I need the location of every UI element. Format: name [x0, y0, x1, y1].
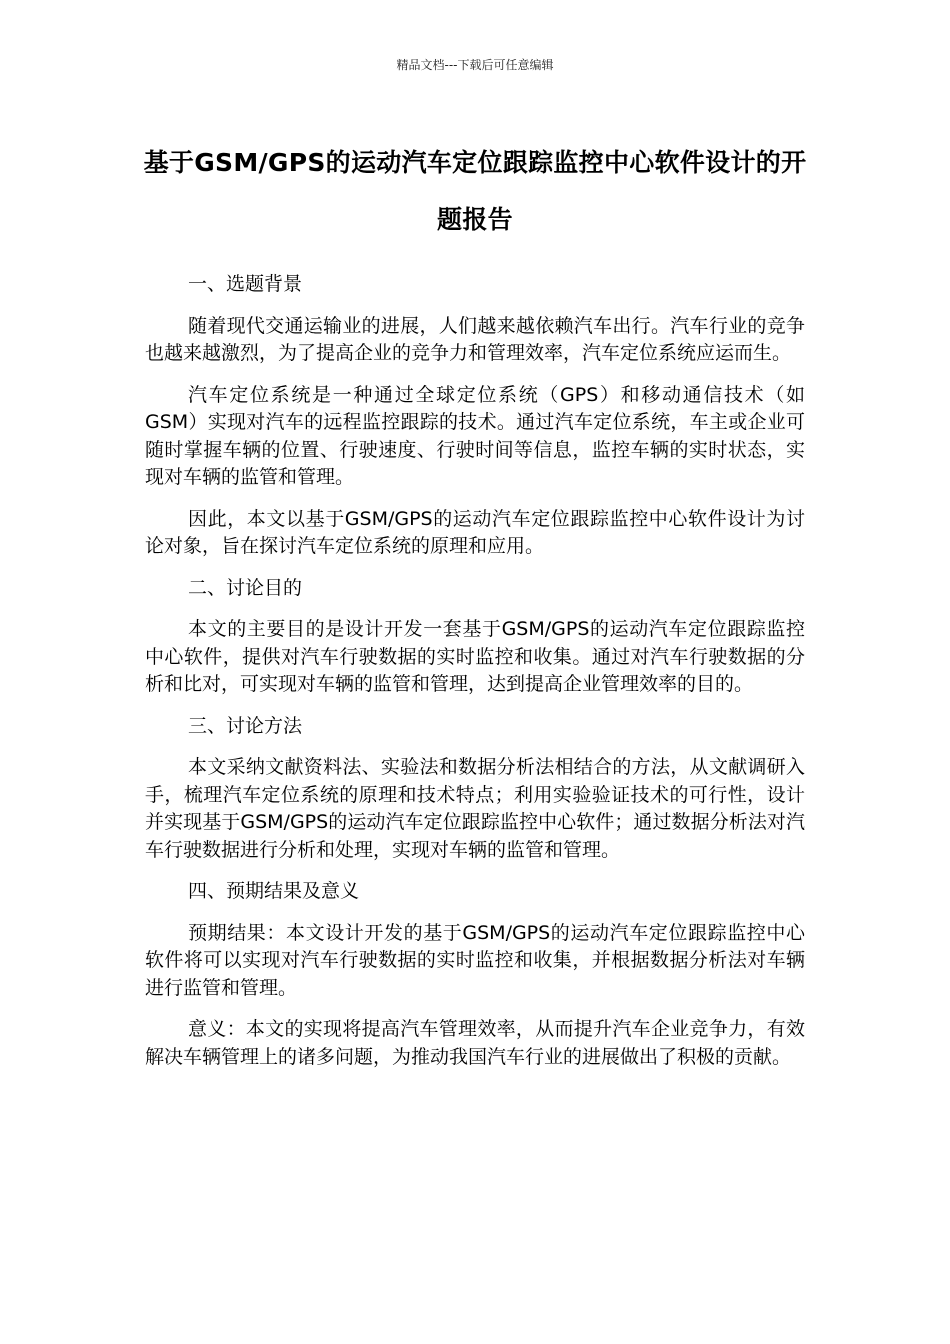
- paragraph: 汽车定位系统是一种通过全球定位系统（GPS）和移动通信技术（如GSM）实现对汽车的远程监控跟踪的技术。通过汽车定位系统，车主或企业可随时掌握车辆的位置、行驶速度、行驶时间等信息，监控车辆的实时状态，实现对车辆的监管和管理。: [145, 383, 805, 488]
- paragraph: 因此，本文以基于GSM/GPS的运动汽车定位跟踪监控中心软件设计为讨论对象，旨在探讨汽车定位系统的原理和应用。: [145, 507, 805, 557]
- section-heading: 三、讨论方法: [188, 714, 303, 737]
- paragraph: 随着现代交通运输业的进展，人们越来越依赖汽车出行。汽车行业的竞争也越来越激烈，为了提高企业的竞争力和管理效率，汽车定位系统应运而生。: [145, 314, 805, 364]
- paragraph: 本文的主要目的是设计开发一套基于GSM/GPS的运动汽车定位跟踪监控中心软件，提供对汽车行驶数据的实时监控和收集。通过对汽车行驶数据的分析和比对，可实现对车辆的监管和管理，达到提高企业管理效率的目的。: [145, 618, 805, 695]
- document-body: [145, 271, 805, 1085]
- header-note: 精品文档---下载后可任意编辑: [396, 58, 554, 72]
- paragraph: 本文采纳文献资料法、实验法和数据分析法相结合的方法，从文献调研入手，梳理汽车定位系统的原理和技术特点；利用实验验证技术的可行性，设计并实现基于GSM/GPS的运动汽车定位跟踪监控中心软件；通过数据分析法对汽车行驶数据进行分析和处理，实现对车辆的监管和管理。: [145, 756, 805, 861]
- document-title: 基于GSM/GPS的运动汽车定位跟踪监控中心软件设计的开题报告: [143, 148, 807, 234]
- paragraph: 意义：本文的实现将提高汽车管理效率，从而提升汽车企业竞争力，有效解决车辆管理上的诸多问题，为推动我国汽车行业的进展做出了积极的贡献。: [145, 1018, 805, 1068]
- section-heading: 四、预期结果及意义: [188, 880, 360, 902]
- section-heading: 一、选题背景: [188, 273, 303, 295]
- section-heading: 二、讨论目的: [188, 576, 303, 599]
- paragraph: 预期结果：本文设计开发的基于GSM/GPS的运动汽车定位跟踪监控中心软件将可以实现对汽车行驶数据的实时监控和收集，并根据数据分析法对车辆进行监管和管理。: [145, 921, 805, 999]
